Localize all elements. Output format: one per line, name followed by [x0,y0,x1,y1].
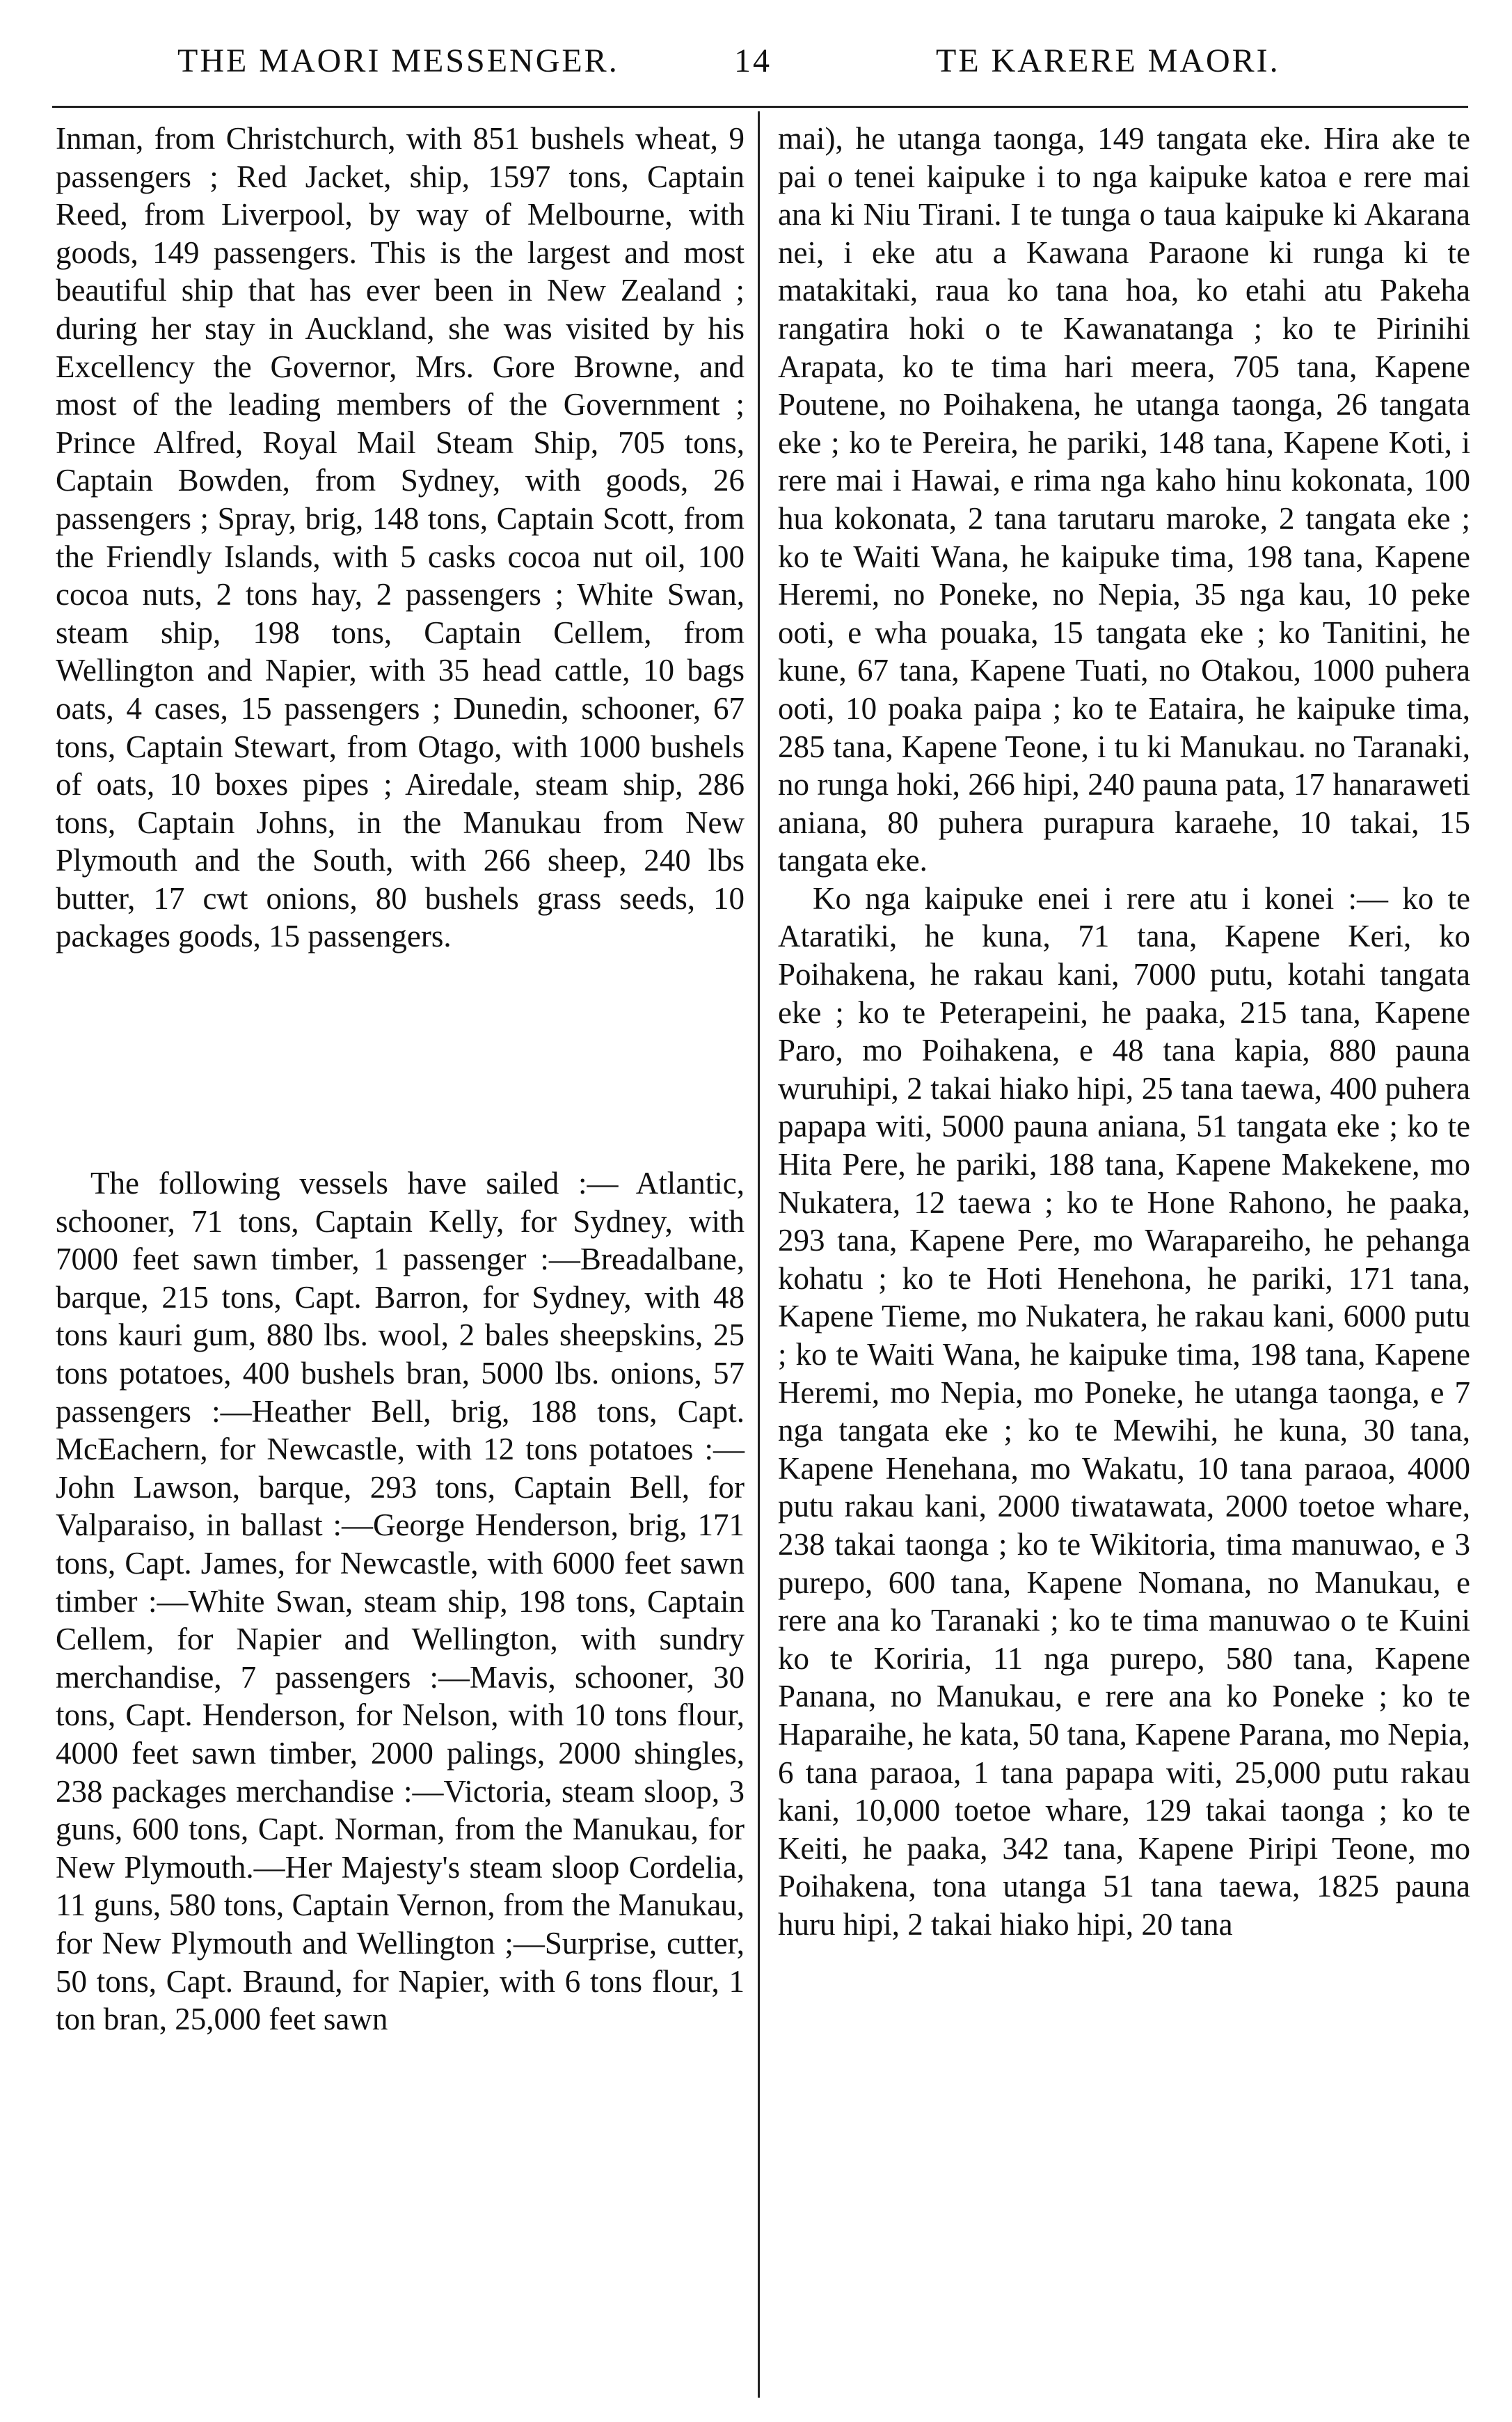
maori-column [778,120,1470,1944]
maori-masthead-title: TE KARERE MAORI. [936,42,1280,79]
english-arrivals-paragraph: Inman, from Christchurch, with 851 bushels wheat, 9 passengers ; Red Jacket, ship, 1597 tons, Captain Reed, from Liverpool, by way of Melbourne, with goods, 149 passengers. This is the largest and most beautiful ship that has ever been in New Zealand ; during her stay in Auckland, she was visited by his Excellency the Governor, Mrs. Gore Browne, and most of the leading members of the Government ; Prince Alfred, Royal Mail Steam Ship, 705 tons, Captain Bowden, from Sydney, with goods, 26 passengers ; Spray, brig, 148 tons, Captain Scott, from the Friendly Islands, with 5 casks cocoa nut oil, 100 cocoa nuts, 2 tons hay, 2 passengers ; White Swan, steam ship, 198 tons, Captain Cellem, from Wellington and Napier, with 35 head cattle, 10 bags oats, 4 cases, 15 passengers ; Dunedin, schooner, 67 tons, Captain Stewart, from Otago, with 1000 bushels of oats, 10 boxes pipes ; Airedale, steam ship, 286 tons, Captain Johns, in the Manukau from New Plymouth and the South, with 266 sheep, 240 lbs butter, 17 cwt onions, 80 bushels grass seeds, 10 packages goods, 15 passengers. [56,121,745,954]
page-header [0,0,1512,104]
english-sailed-paragraph: The following vessels have sailed :— Atlantic, schooner, 71 tons, Captain Kelly, for Sydney, with 7000 feet sawn timber, 1 passenger :—Breadalbane, barque, 215 tons, Capt. Barron, for Sydney, with 48 tons kauri gum, 880 lbs. wool, 2 bales sheepskins, 25 tons potatoes, 400 bushels bran, 5000 lbs. onions, 57 passengers :—Heather Bell, brig, 188 tons, Capt. McEachern, for Newcastle, with 12 tons potatoes :—John Lawson, barque, 293 tons, Captain Bell, for Valparaiso, in ballast :—George Henderson, brig, 171 tons, Capt. James, for Newcastle, with 6000 feet sawn timber :—White Swan, steam ship, 198 tons, Captain Cellem, for Napier and Wellington, with sundry merchandise, 7 passengers :—Mavis, schooner, 30 tons, Capt. Henderson, for Nelson, with 10 tons flour, 4000 feet sawn timber, 2000 palings, 2000 shingles, 238 packages merchandise :—Victoria, steam sloop, 3 guns, 600 tons, Capt. Norman, from the Manukau, for New Plymouth.—Her Majesty's steam sloop Cordelia, 11 guns, 580 tons, Captain Vernon, from the Manukau, for New Plymouth and Wellington ;—Surprise, cutter, 50 tons, Capt. Braund, for Napier, with 6 tons flour, 1 ton bran, 25,000 feet sawn [56,1166,745,2037]
column-divider [758,111,760,2398]
maori-arrivals-paragraph: mai), he utanga taonga, 149 tangata eke. Hira ake te pai o tenei kaipuke i to nga kaipuke katoa e rere mai ana ki Niu Tirani. I te tunga o taua kaipuke ki Akarana nei, i eke atu a Kawana Paraone ki runga ki te matakitaki, raua ko tana hoa, ko etahi atu Pakeha rangatira hoki o te Kawanatanga ; ko te Pirinihi Arapata, ko te tima hari meera, 705 tana, Kapene Poutene, no Poihakena, he utanga taonga, 26 tangata eke ; ko te Pereira, he pariki, 148 tana, Kapene Koti, i rere mai i Hawai, e rima nga kaho hinu kokonata, 100 hua kokonata, 2 tana tarutaru maroke, 2 tangata eke ; ko te Waiti Wana, he kaipuke tima, 198 tana, Kapene Heremi, no Poneke, no Nepia, 35 nga kau, 10 peke ooti, e wha pouaka, 15 tangata eke ; ko Tanitini, he kune, 67 tana, Kapene Tuati, no Otakou, 1000 puhera ooti, 10 poaka paipa ; ko te Eataira, he kaipuke tima, 285 tana, Kapene Teone, i tu ki Manukau. no Taranaki, no runga hoki, 266 hipi, 240 pauna pata, 17 hanaraweti aniana, 80 puhera purapura karaehe, 10 takai, 15 tangata eke. [778,121,1470,878]
english-column [56,120,745,2039]
page-number: 14 [734,42,772,79]
maori-sailed-paragraph: Ko nga kaipuke enei i rere atu i konei :— ko te Ataratiki, he kuna, 71 tana, Kapene Keri, ko Poihakena, he rakau kani, 7000 putu, kotahi tangata eke ; ko te Peterapeini, he paaka, 215 tana, Kapene Paro, mo Poihakena, e 48 tana kapia, 880 pauna wuruhipi, 2 takai hiako hipi, 25 tana taewa, 400 puhera papapa witi, 5000 pauna aniana, 51 tangata eke ; ko te Hita Pere, he pariki, 188 tana, Kapene Makekene, mo Nukatera, 12 taewa ; ko te Hone Rahono, he paaka, 293 tana, Kapene Pere, mo Warapareiho, he pehanga kohatu ; ko te Hoti Henehona, he pariki, 171 tana, Kapene Tieme, mo Nukatera, he rakau kani, 6000 putu ; ko te Waiti Wana, he kaipuke tima, 198 tana, Kapene Heremi, mo Nepia, mo Poneke, he utanga taonga, e 7 nga tangata eke ; ko te Mewihi, he kuna, 30 tana, Kapene Henehana, mo Wakatu, 10 tana paraoa, 4000 putu rakau kani, 2000 tiwatawata, 2000 toetoe whare, 238 takai taonga ; ko te Wikitoria, tima manuwao, e 3 purepo, 600 tana, Kapene Nomana, no Manukau, e rere ana ko Taranaki ; ko te tima manuwao o te Kuini ko te Koriria, 11 nga purepo, 580 tana, Kapene Panana, no Manukau, e rere ana ko Poneke ; ko te Haparaihe, he kata, 50 tana, Kapene Parana, mo Nepia, 6 tana paraoa, 1 tana papapa witi, 25,000 putu rakau kani, 10,000 toetoe whare, 129 takai taonga ; ko te Keiti, he paaka, 342 tana, Kapene Piripi Teone, mo Poihakena, tona utanga 51 tana taewa, 1825 pauna huru hipi, 2 takai hiako hipi, 20 tana [778,880,1470,1942]
header-rule [52,106,1468,108]
english-masthead-title: THE MAORI MESSENGER. [177,42,619,79]
